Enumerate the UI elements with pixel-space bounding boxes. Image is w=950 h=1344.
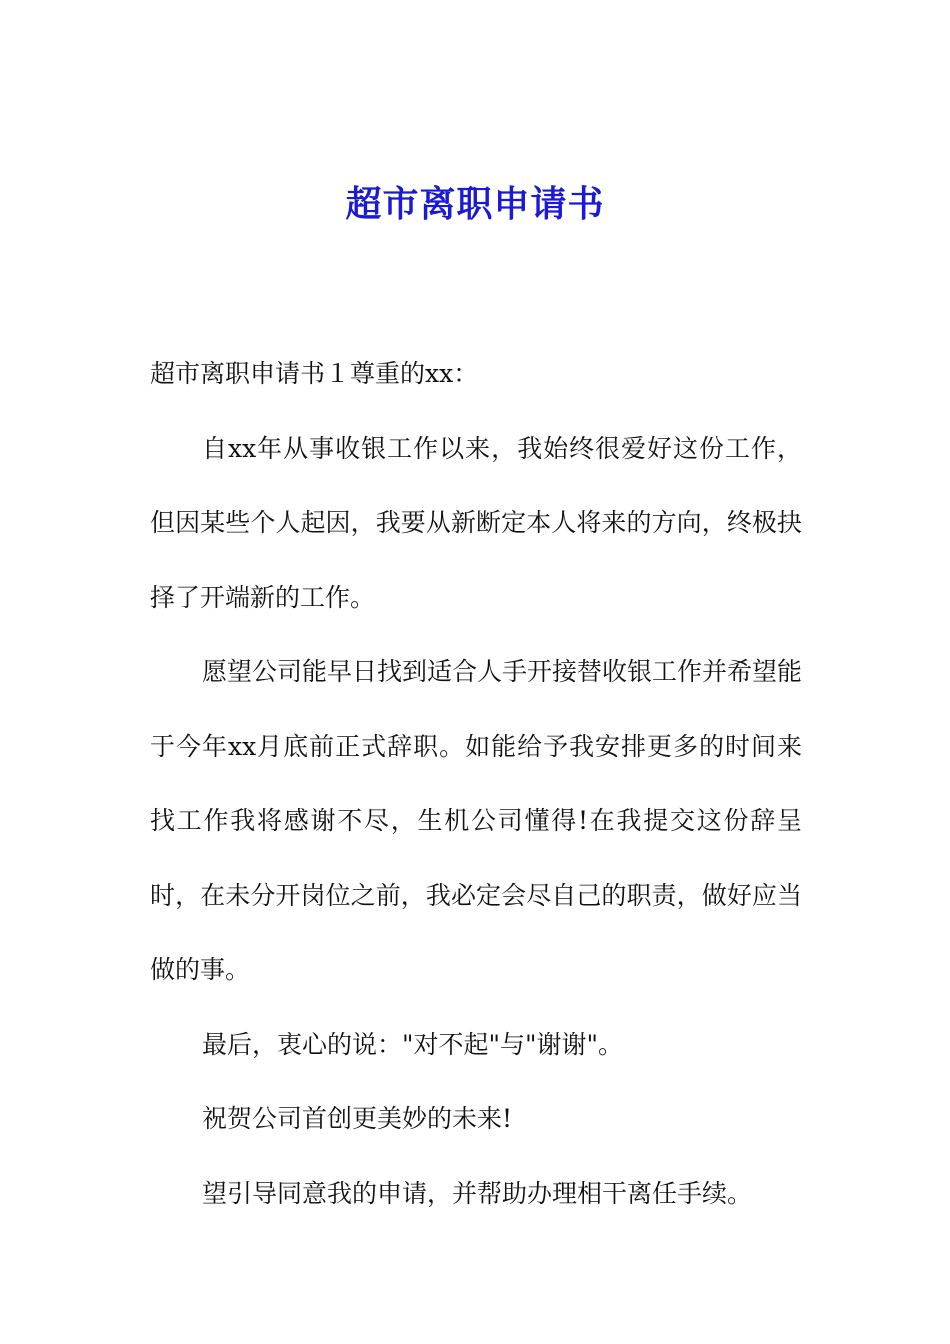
body-paragraph: 自xx年从事收银工作以来，我始终很爱好这份工作，但因某些个人起因，我要从新断定本人将来的方向，终极抉择了开端新的工作。 (150, 433, 802, 612)
body-paragraph: 祝贺公司首创更美妙的未来! (202, 1104, 513, 1133)
body-paragraph: 愿望公司能早日找到适合人手开接替收银工作并希望能于今年xx月底前正式辞职。如能给予我安排更多的时间来找工作我将感谢不尽，生机公司懂得!在我提交这份辞呈时，在未分开岗位之前，我必定会尽自己的职责，做好应当做的事。 (150, 657, 803, 984)
body-paragraph: 望引导同意我的申请，并帮助办理相干离任手续。 (202, 1178, 753, 1208)
body-paragraph: 最后，衷心的说："对不起"与"谢谢"。 (202, 1029, 623, 1059)
salutation-paragraph: 超市离职申请书１尊重的xx： (150, 359, 479, 388)
document-title: 超市离职申请书 (345, 183, 605, 225)
document-body (150, 337, 802, 1231)
